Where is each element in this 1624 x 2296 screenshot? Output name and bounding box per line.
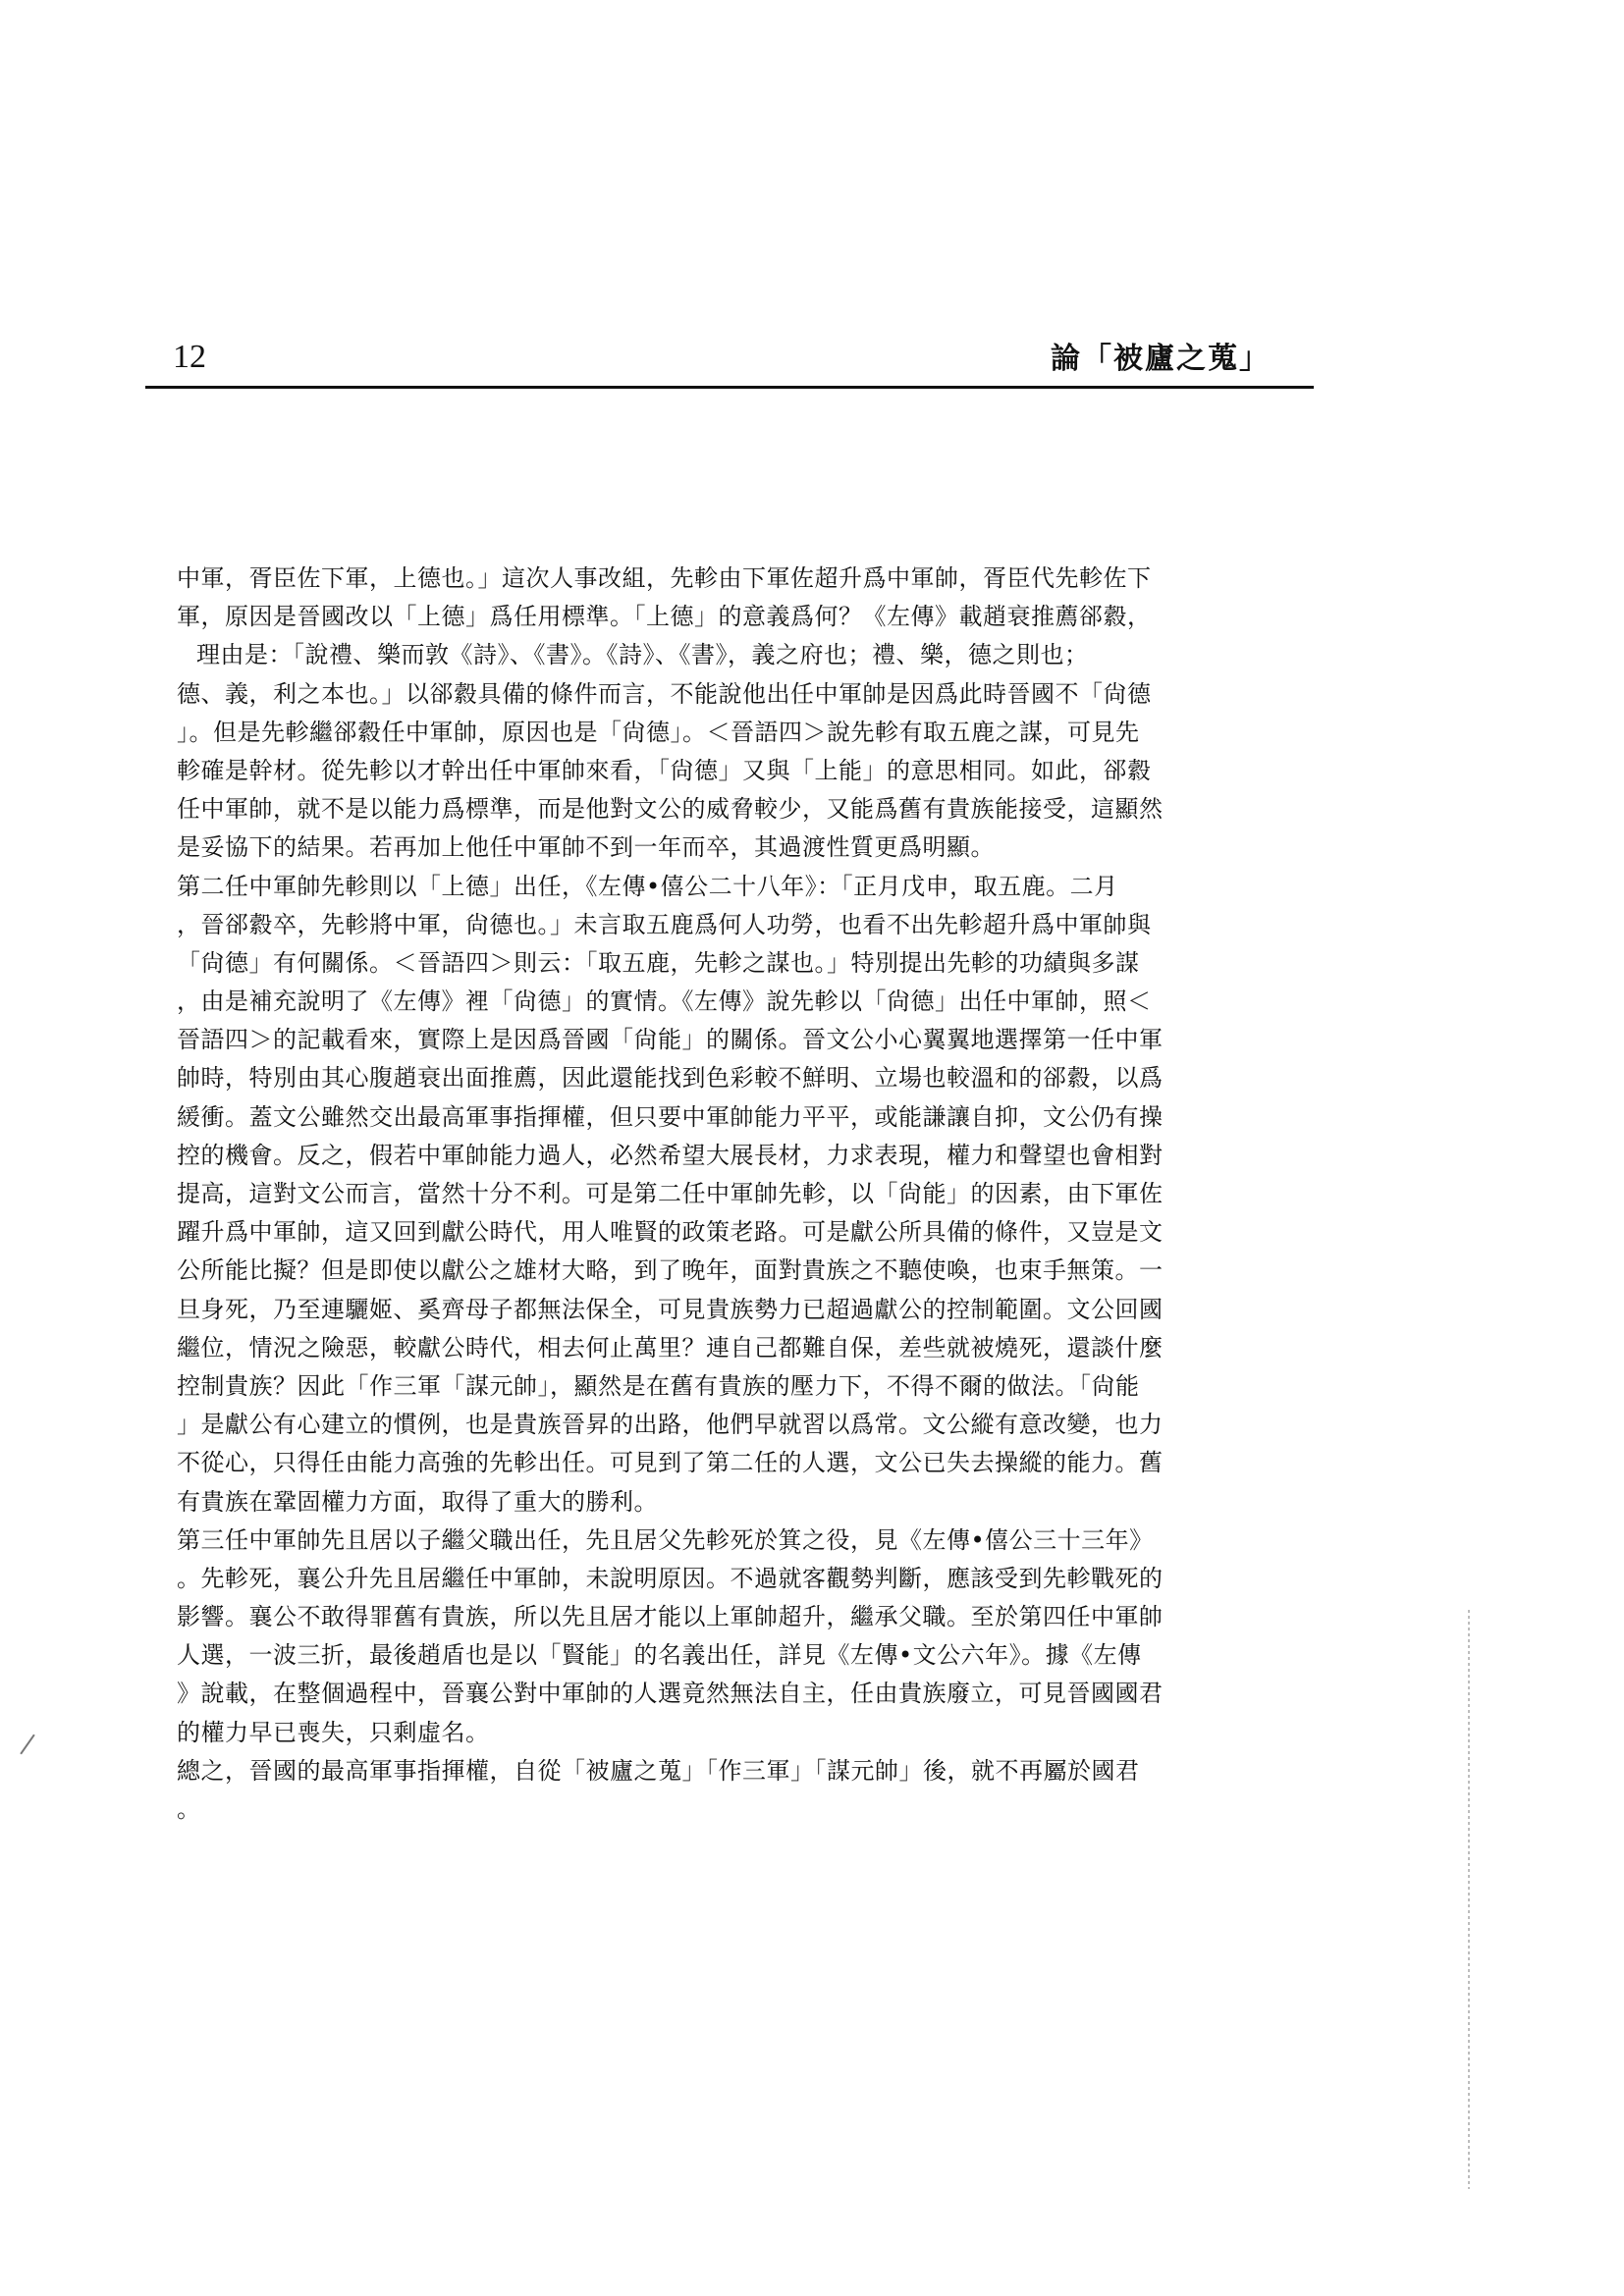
text-line: 。先軫死，襄公升先且居繼任中軍帥，未說明原因。不過就客觀勢判斷，應該受到先軫戰死的 (177, 1564, 1164, 1592)
scan-margin-line (1468, 1610, 1470, 2189)
text-line: 影響。襄公不敢得罪舊有貴族，所以先且居才能以上軍帥超升，繼承父職。至於第四任中軍帥 (177, 1603, 1164, 1631)
text-line: 人選，一波三折，最後趙盾也是以「賢能」的名義出任，詳見《左傳•文公六年》。據《左傳 (177, 1641, 1142, 1670)
text-line: 軍，原因是晉國改以「上德」爲任用標準。「上德」的意義爲何？《左傳》載趙衰推薦郤縠， (177, 603, 1152, 631)
text-line: 公所能比擬？但是即使以獻公之雄材大略，到了晚年，面對貴族之不聽使喚，也束手無策。一 (177, 1256, 1164, 1285)
text-line: 控制貴族？因此「作三軍「謀元帥」，顯然是在舊有貴族的壓力下，不得不爾的做法。「尙能 (177, 1371, 1140, 1400)
text-line: 「尙德」有何關係。＜晉語四＞則云：「取五鹿，先軫之謀也。」特別提出先軫的功績與多謀 (177, 948, 1140, 977)
text-line: 第三任中軍帥先且居以子繼父職出任，先且居父先軫死於箕之役，見《左傳•僖公三十三年》 (177, 1525, 1154, 1554)
text-line: 緩衝。蓋文公雖然交出最高軍事指揮權，但只要中軍帥能力平平，或能謙讓自抑，文公仍有操 (177, 1102, 1164, 1131)
body-text (177, 560, 1237, 1829)
text-line: 總之，晉國的最高軍事指揮權，自從「被廬之蒐」「作三軍」「謀元帥」後，就不再屬於國君 (177, 1756, 1140, 1785)
text-line: 控的機會。反之，假若中軍帥能力過人，必然希望大展長材，力求表現，權力和聲望也會相對 (177, 1141, 1164, 1169)
text-line: 。 (177, 1795, 201, 1823)
text-line: 帥時，特別由其心腹趙衰出面推薦，因此還能找到色彩較不鮮明、立場也較溫和的郤縠，以爲 (177, 1064, 1164, 1093)
text-line: 有貴族在鞏固權力方面，取得了重大的勝利。 (177, 1487, 658, 1516)
text-line: 軫確是幹材。從先軫以才幹出任中軍帥來看，「尙德」又與「上能」的意思相同。如此，郤縠 (177, 756, 1152, 784)
text-line: 」。但是先軫繼郤縠任中軍帥，原因也是「尙德」。＜晉語四＞說先軫有取五鹿之謀，可見先 (177, 718, 1140, 746)
text-line: 」是獻公有心建立的慣例，也是貴族晉昇的出路，他們早就習以爲常。文公縱有意改變，也力 (177, 1411, 1164, 1439)
text-line: ，由是補充說明了《左傳》裡「尙德」的實情。《左傳》說先軫以「尙德」出任中軍帥，照＜ (177, 988, 1152, 1016)
text-line: 提高，這對文公而言，當然十分不利。可是第二任中軍帥先軫，以「尙能」的因素，由下軍佐 (177, 1180, 1164, 1207)
text-line: 晉語四＞的記載看來，實際上是因爲晉國「尙能」的關係。晉文公小心翼翼地選擇第一任中軍 (177, 1026, 1164, 1054)
text-line: 任中軍帥，就不是以能力爲標準，而是他對文公的威脅較少，又能爲舊有貴族能接受，這顯然 (177, 795, 1164, 824)
text-line: ，晉郤縠卒，先軫將中軍，尙德也。」未言取五鹿爲何人功勞，也看不出先軫超升爲中軍帥與 (177, 910, 1152, 938)
text-line: 的權力早已喪失，只剩虛名。 (177, 1718, 490, 1746)
text-line: 繼位，情況之險惡，較獻公時代，相去何止萬里？連自己都難自保，差些就被燒死，還談什麼 (177, 1333, 1164, 1362)
text-line: 第二任中軍帥先軫則以「上德」出任，《左傳•僖公二十八年》：「正月戊申，取五鹿。二月 (177, 872, 1118, 900)
text-line: 不從心，只得任由能力高強的先軫出任。可見到了第二任的人選，文公已失去操縱的能力。舊 (177, 1449, 1164, 1477)
running-title: 論「被廬之蒐」 (1051, 342, 1271, 376)
text-line: 旦身死，乃至連驪姬、奚齊母子都無法保全，可見貴族勢力已超過獻公的控制範圍。文公回國 (177, 1295, 1164, 1323)
page-number: 12 (173, 339, 206, 375)
text-line: 》說載，在整個過程中，晉襄公對中軍帥的人選竟然無法自主，任由貴族廢立，可見晉國國君 (177, 1680, 1164, 1708)
text-line: 德、義，利之本也。」以郤縠具備的條件而言，不能說他出任中軍帥是因爲此時晉國不「尙德 (177, 679, 1152, 708)
text-line: 是妥協下的結果。若再加上他任中軍帥不到一年而卒，其過渡性質更爲明顯。 (177, 833, 995, 862)
text-line: 理由是：「說禮、樂而敦《詩》、《書》。《詩》、《書》，義之府也；禮、樂，德之則也； (196, 641, 1089, 669)
text-line: 躍升爲中軍帥，這又回到獻公時代，用人唯賢的政策老路。可是獻公所具備的條件，又豈是文 (177, 1218, 1164, 1247)
scan-stray-mark (20, 1735, 34, 1755)
header-rule (145, 386, 1314, 389)
text-line: 中軍，胥臣佐下軍，上德也。」這次人事改組，先軫由下軍佐超升爲中軍帥，胥臣代先軫佐下 (177, 564, 1152, 592)
